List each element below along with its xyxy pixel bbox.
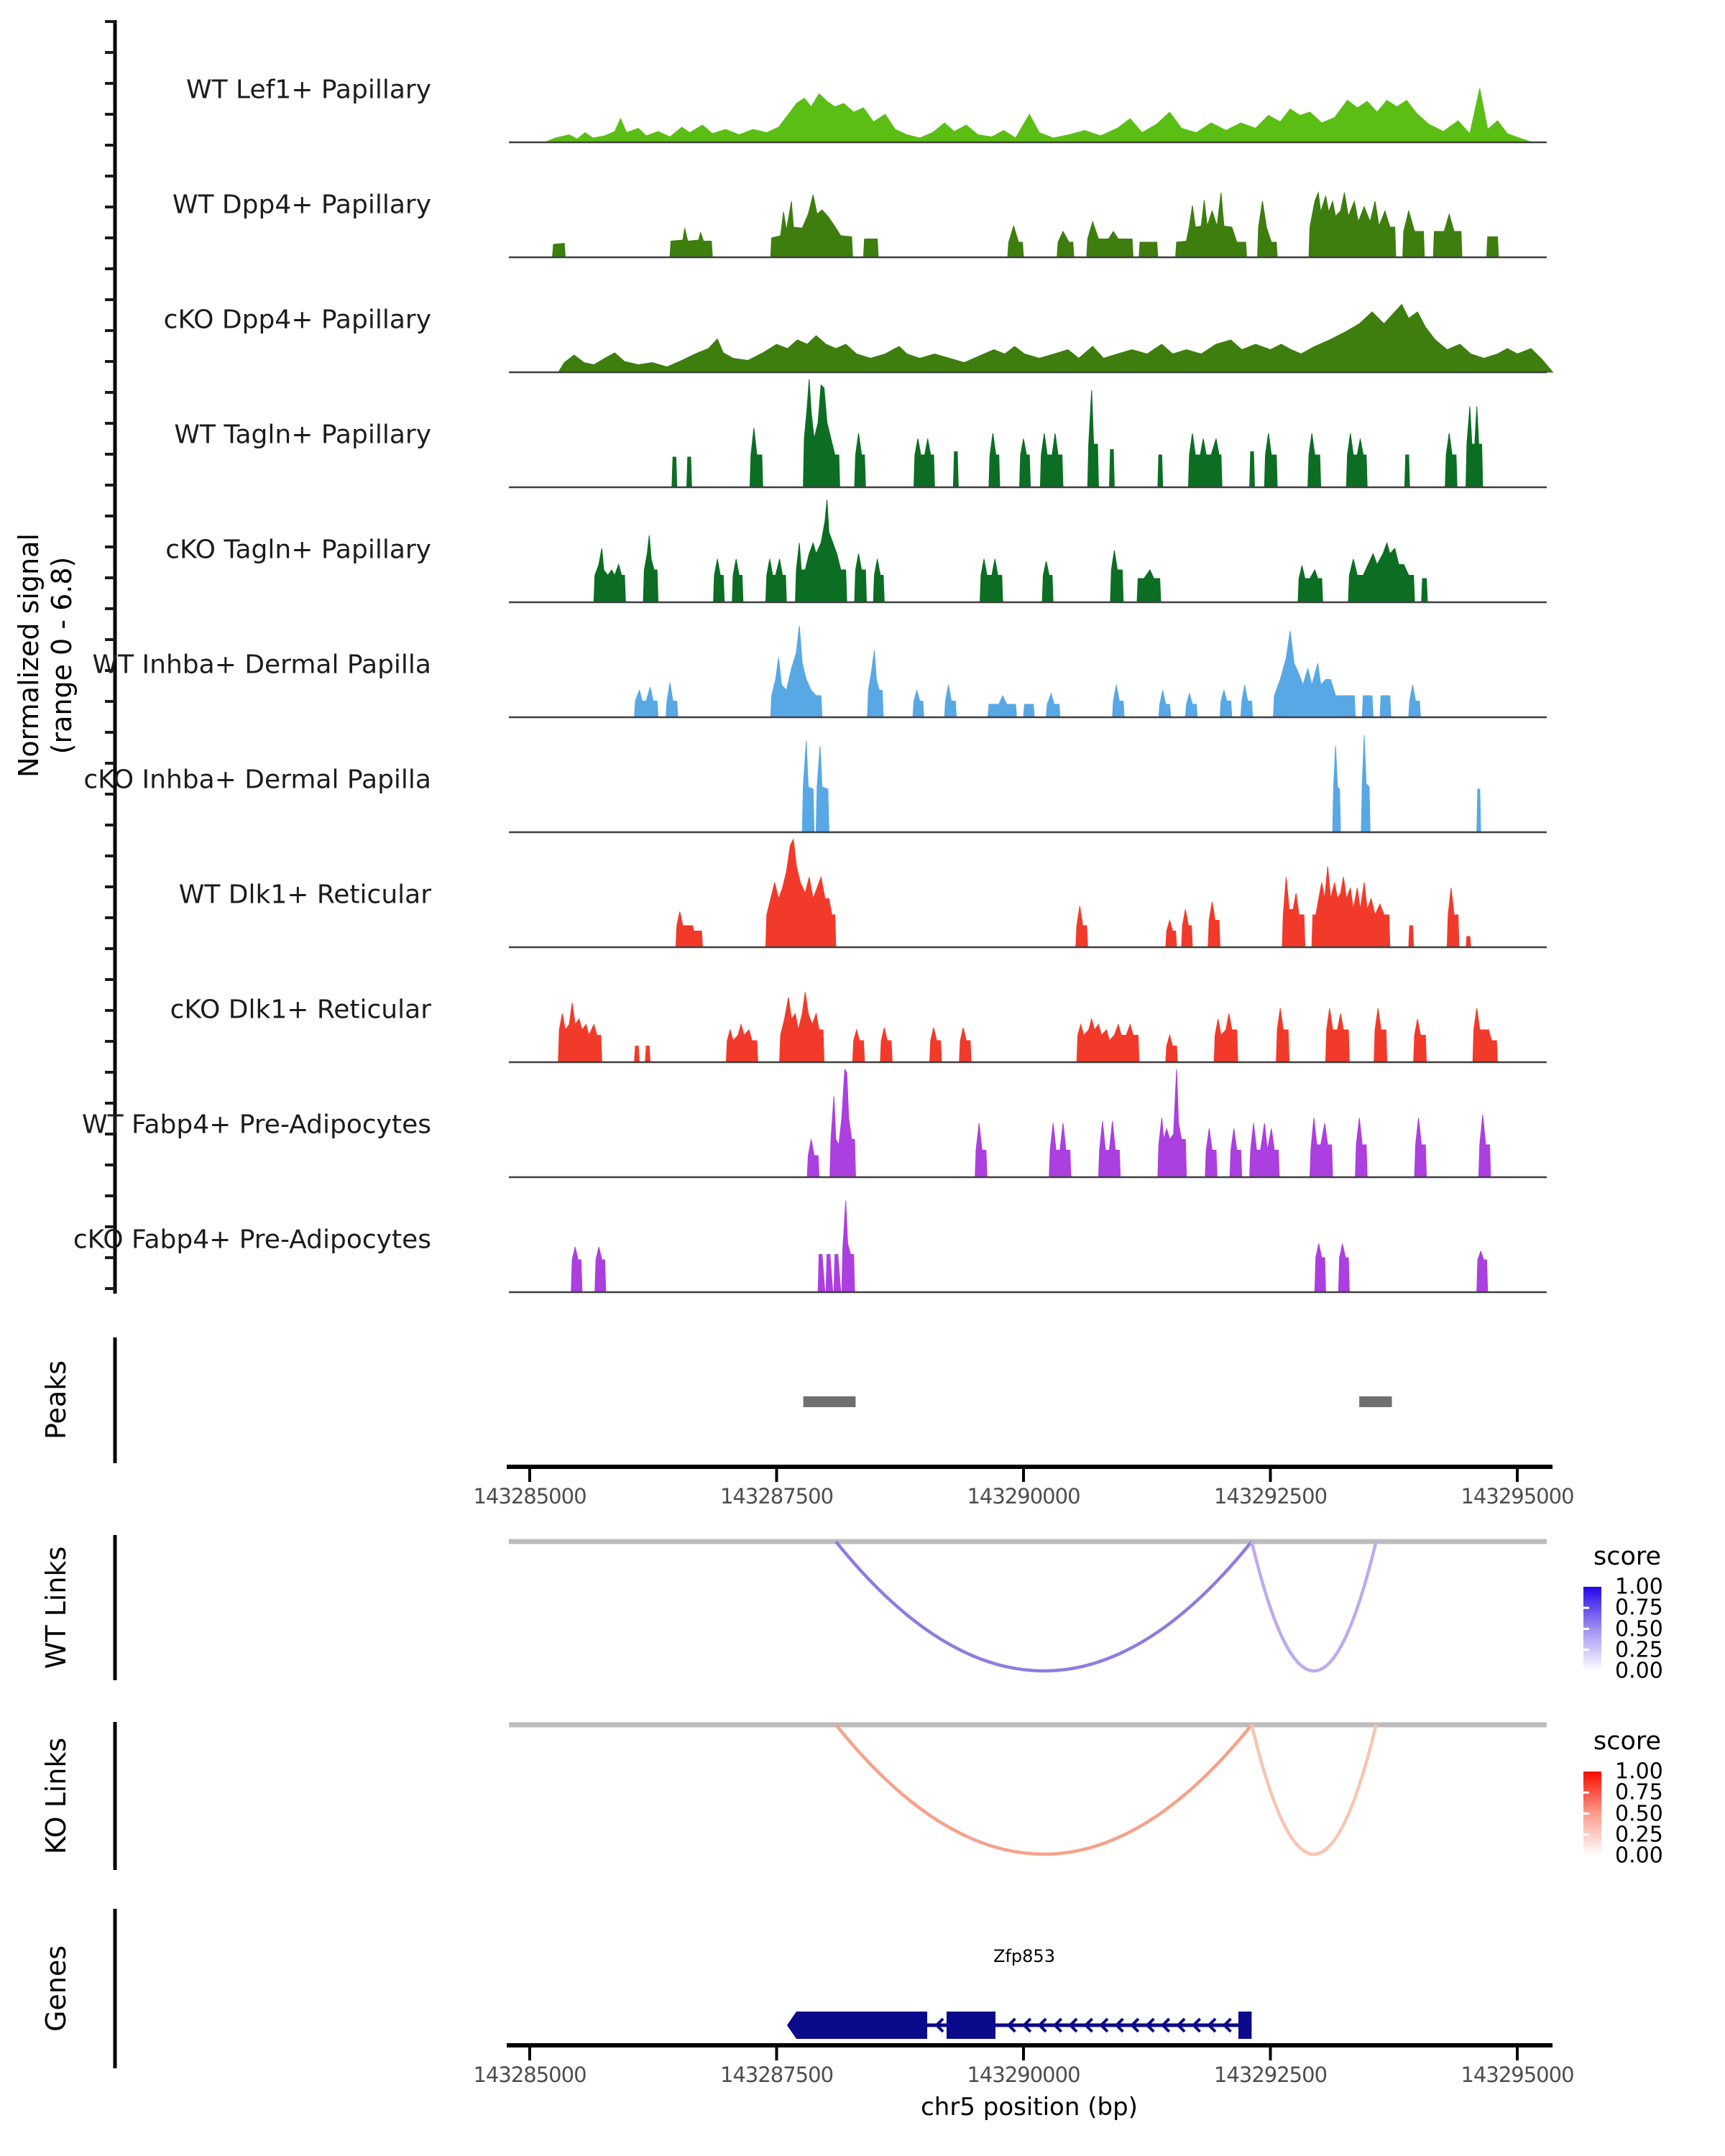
ko-score-legend-tick-label: 1.00 xyxy=(1615,1759,1663,1784)
gene-exon-1 xyxy=(796,2012,927,2039)
track-label-cko-inhba-dermal-papilla: cKO Inhba+ Dermal Papilla xyxy=(83,765,431,795)
wt-score-legend-bar-notch xyxy=(1583,1607,1589,1609)
y-axis-label-line1: Normalized signal xyxy=(13,533,45,778)
ko-score-legend-tick-label: 0.50 xyxy=(1615,1801,1663,1826)
peak-box-1 xyxy=(804,1396,856,1407)
section-label-wt-links: WT Links xyxy=(40,1546,72,1669)
ko-link-arc-1 xyxy=(836,1725,1251,1854)
track-label-cko-dlk1-reticular: cKO Dlk1+ Reticular xyxy=(170,995,431,1025)
wt-score-legend-bar-notch xyxy=(1583,1628,1589,1630)
ko-score-legend-tick-label: 0.25 xyxy=(1615,1822,1663,1848)
wt-link-arc-1 xyxy=(836,1542,1251,1671)
track-label-wt-inhba-dermal-papilla: WT Inhba+ Dermal Papilla xyxy=(92,650,431,680)
track-label-wt-dpp4-papillary: WT Dpp4+ Papillary xyxy=(172,190,431,220)
ko-score-legend-tick-label: 0.00 xyxy=(1615,1843,1663,1869)
track-label-wt-lef1-papillary: WT Lef1+ Papillary xyxy=(186,75,431,105)
coverage-track-wt-dpp4-papillary xyxy=(553,193,1499,257)
top-axis-tick-label: 143287500 xyxy=(719,1484,834,1508)
gene-exon-2 xyxy=(947,2012,995,2039)
wt-score-legend-tick-label: 0.50 xyxy=(1615,1616,1663,1641)
wt-score-legend-tick-label: 0.25 xyxy=(1615,1637,1663,1663)
bottom-axis-tick-label: 143292500 xyxy=(1213,2063,1328,2087)
ko-score-legend-bar-notch xyxy=(1583,1812,1589,1815)
top-axis-tick-label: 143295000 xyxy=(1460,1484,1574,1508)
coverage-track-cko-dlk1-reticular xyxy=(558,992,1498,1063)
top-axis-tick-label: 143285000 xyxy=(473,1484,586,1508)
section-label-ko-links: KO Links xyxy=(40,1737,72,1855)
ko-link-arc-2 xyxy=(1251,1725,1376,1854)
track-label-cko-tagln-papillary: cKO Tagln+ Papillary xyxy=(165,535,431,565)
ko-score-legend-title: score xyxy=(1593,1727,1662,1756)
peak-box-2 xyxy=(1359,1396,1392,1407)
top-axis-tick-label: 143292500 xyxy=(1213,1484,1328,1508)
coverage-track-wt-fabp4-pre-adipocytes xyxy=(807,1069,1491,1177)
section-label-genes: Genes xyxy=(40,1945,72,2032)
wt-score-legend-title: score xyxy=(1593,1542,1662,1571)
bottom-axis-tick-label: 143290000 xyxy=(967,2063,1080,2087)
wt-link-arc-2 xyxy=(1251,1542,1376,1671)
bottom-axis-tick-label: 143285000 xyxy=(473,2063,586,2087)
gene-name-label: Zfp853 xyxy=(993,1946,1055,1966)
section-label-peaks: Peaks xyxy=(40,1360,72,1440)
track-label-wt-fabp4-pre-adipocytes: WT Fabp4+ Pre-Adipocytes xyxy=(82,1110,431,1140)
coverage-track-wt-tagln-papillary xyxy=(672,379,1483,487)
wt-score-legend-tick-label: 0.00 xyxy=(1615,1658,1663,1684)
x-axis-title: chr5 position (bp) xyxy=(921,2093,1138,2122)
wt-score-legend-tick-label: 1.00 xyxy=(1615,1574,1663,1600)
coverage-track-cko-tagln-papillary xyxy=(594,500,1427,603)
bottom-axis-tick-label: 143287500 xyxy=(719,2063,834,2087)
gene-direction-arrowhead xyxy=(787,2012,796,2039)
ko-score-legend-bar-notch xyxy=(1583,1833,1589,1835)
wt-score-legend-bar-notch xyxy=(1583,1649,1589,1651)
coverage-track-cko-fabp4-pre-adipocytes xyxy=(571,1201,1488,1293)
track-label-wt-tagln-papillary: WT Tagln+ Papillary xyxy=(174,420,431,450)
y-axis-label-line2: (range 0 - 6.8) xyxy=(46,556,78,755)
track-label-cko-fabp4-pre-adipocytes: cKO Fabp4+ Pre-Adipocytes xyxy=(73,1225,431,1255)
bottom-axis-tick-label: 143295000 xyxy=(1460,2063,1574,2087)
top-axis-tick-label: 143290000 xyxy=(967,1484,1080,1508)
coverage-track-wt-inhba-dermal-papilla xyxy=(635,626,1421,718)
coverage-track-cko-inhba-dermal-papilla xyxy=(802,735,1481,832)
coverage-track-cko-dpp4-papillary xyxy=(558,305,1553,373)
coverage-track-wt-dlk1-reticular xyxy=(676,839,1471,947)
coverage-track-wt-lef1-papillary xyxy=(545,88,1532,142)
track-label-wt-dlk1-reticular: WT Dlk1+ Reticular xyxy=(178,880,431,910)
wt-score-legend-tick-label: 0.75 xyxy=(1615,1595,1663,1621)
ko-score-legend-tick-label: 0.75 xyxy=(1615,1779,1663,1805)
ko-score-legend-bar-notch xyxy=(1583,1792,1589,1794)
track-label-cko-dpp4-papillary: cKO Dpp4+ Papillary xyxy=(163,305,431,335)
gene-exon-3 xyxy=(1238,2012,1251,2039)
